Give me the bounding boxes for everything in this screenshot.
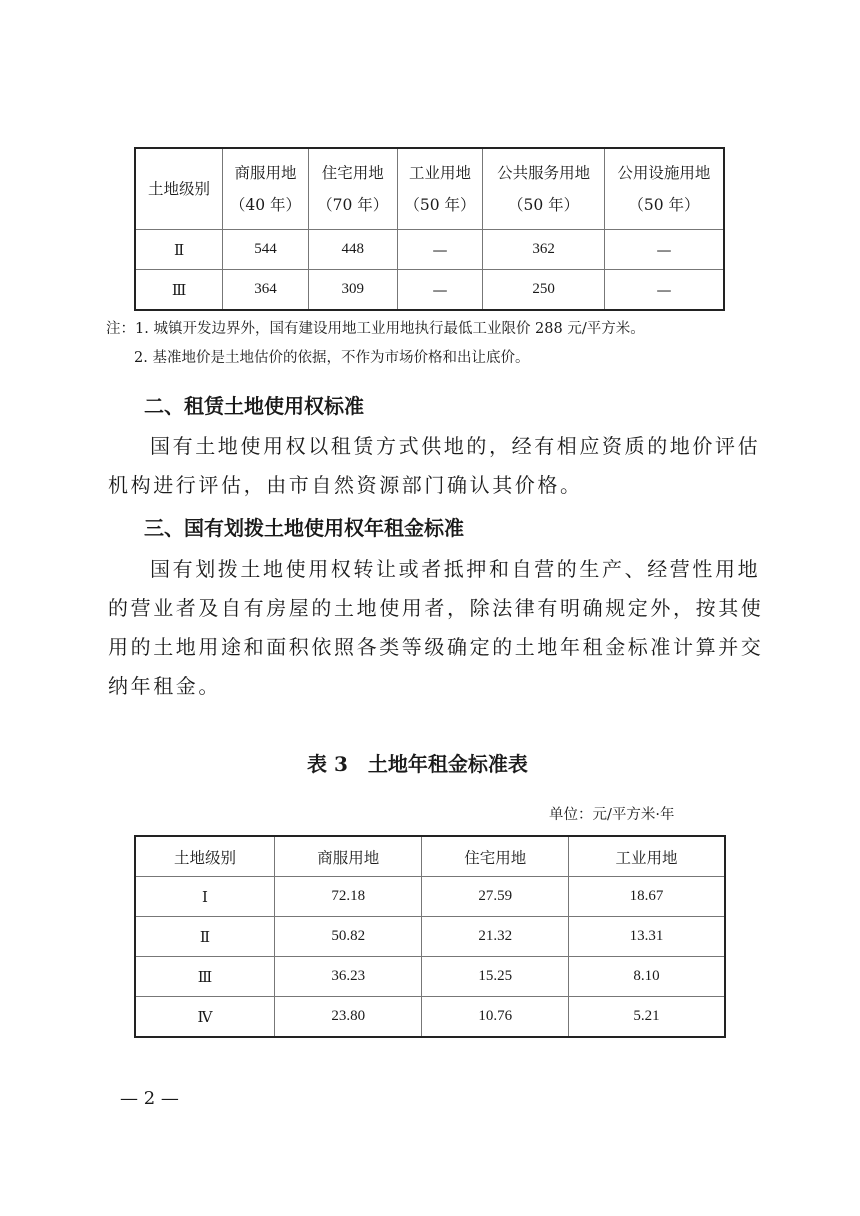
- grade-cell: Ⅰ: [135, 877, 274, 917]
- paragraph: 国有土地使用权以租赁方式供地的，经有相应资质的地价评估机构进行评估，由市自然资源部门确认其价格。: [108, 434, 761, 497]
- grade-cell: Ⅲ: [135, 957, 274, 997]
- table-cell: 544: [223, 230, 309, 270]
- table-cell: —: [397, 270, 483, 311]
- table-cell: 250: [483, 270, 605, 311]
- header-cell: 公用设施用地 （50 年）: [604, 148, 724, 230]
- table-header-row: [135, 836, 725, 877]
- note-1: 注：1. 城镇开发边界外，国有建设用地工业用地执行最低工业限价 288 元/平方米。: [106, 321, 645, 337]
- table-cell: 448: [308, 230, 397, 270]
- table3-caption: 表 3 土地年租金标准表: [307, 752, 528, 776]
- grade-cell: Ⅲ: [135, 270, 223, 311]
- table-cell: 72.18: [274, 877, 422, 917]
- benchmark-price-table: [134, 147, 725, 311]
- table-cell: —: [604, 230, 724, 270]
- section3-heading: 三、国有划拨土地使用权年租金标准: [144, 516, 464, 540]
- header-cell: 土地级别: [135, 836, 274, 877]
- table-row: [135, 877, 725, 917]
- table-cell: 10.76: [422, 997, 569, 1038]
- grade-cell: Ⅱ: [135, 917, 274, 957]
- table-cell: 364: [223, 270, 309, 311]
- section3-body: [108, 550, 768, 706]
- table-row: [135, 230, 724, 270]
- header-cell: 工业用地 （50 年）: [397, 148, 483, 230]
- table-cell: 36.23: [274, 957, 422, 997]
- header-cell: 工业用地: [569, 836, 726, 877]
- header-cell: 公共服务用地 （50 年）: [483, 148, 605, 230]
- header-cell: 商服用地 （40 年）: [223, 148, 309, 230]
- table-cell: 18.67: [569, 877, 726, 917]
- table-row: [135, 270, 724, 311]
- page-number: — 2 —: [120, 1088, 179, 1109]
- table-cell: 309: [308, 270, 397, 311]
- annual-rent-table: [134, 835, 726, 1038]
- table-cell: 23.80: [274, 997, 422, 1038]
- table-cell: —: [397, 230, 483, 270]
- section2-body: [108, 427, 768, 505]
- header-cell: 住宅用地 （70 年）: [308, 148, 397, 230]
- header-cell: 住宅用地: [422, 836, 569, 877]
- table-cell: 5.21: [569, 997, 726, 1038]
- table-cell: 21.32: [422, 917, 569, 957]
- header-cell: 商服用地: [274, 836, 422, 877]
- table-header-row: [135, 148, 724, 230]
- table-cell: 8.10: [569, 957, 726, 997]
- table-cell: 13.31: [569, 917, 726, 957]
- table-cell: —: [604, 270, 724, 311]
- table-cell: 15.25: [422, 957, 569, 997]
- table-cell: 27.59: [422, 877, 569, 917]
- table-row: [135, 917, 725, 957]
- header-cell: 土地级别: [135, 148, 223, 230]
- note-2: 2. 基准地价是土地估价的依据，不作为市场价格和出让底价。: [134, 350, 530, 366]
- table-cell: 362: [483, 230, 605, 270]
- paragraph: 国有划拨土地使用权转让或者抵押和自营的生产、经营性用地的营业者及自有房屋的土地使用者，除法律有明确规定外，按其使用的土地用途和面积依照各类等级确定的土地年租金标准计算并交纳年租金。: [108, 557, 764, 698]
- table-row: [135, 997, 725, 1038]
- table-row: [135, 957, 725, 997]
- table3-unit: 单位：元/平方米·年: [549, 807, 675, 823]
- grade-cell: Ⅱ: [135, 230, 223, 270]
- grade-cell: Ⅳ: [135, 997, 274, 1038]
- table-cell: 50.82: [274, 917, 422, 957]
- section2-heading: 二、租赁土地使用权标准: [144, 394, 364, 418]
